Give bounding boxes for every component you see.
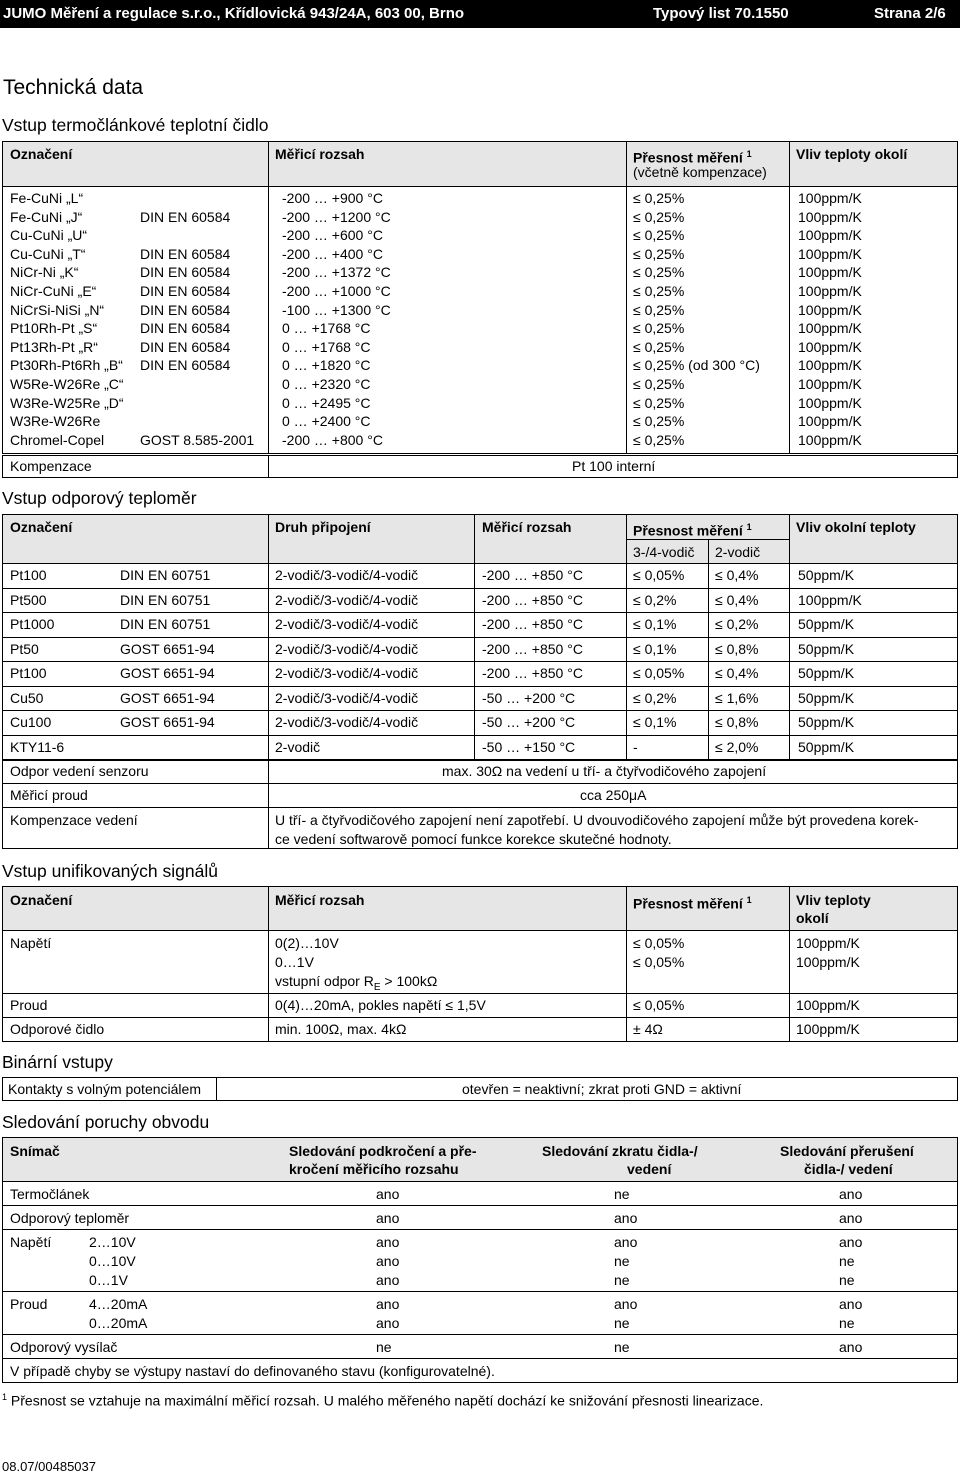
thermo-cell-amb: 100ppm/K (798, 283, 862, 299)
page-title: Technická data (3, 76, 144, 99)
unif-proud-label: Proud (10, 997, 48, 1013)
thermo-komp-box (2, 455, 958, 478)
monitor-cell-over: ano (376, 1234, 400, 1250)
monitor-h3b: vedení (627, 1161, 672, 1177)
thermo-cell-acc: ≤ 0,25% (633, 227, 685, 244)
rtd-cell-conn: 2-vodič/3-vodič/4-vodič (275, 714, 419, 730)
rtd-cell-conn: 2-vodič/3-vodič/4-vodič (275, 567, 419, 583)
rtd-cell-conn: 2-vodič (275, 738, 321, 755)
rtd-cell-acc2: ≤ 1,6% (715, 689, 759, 706)
rtd-cell-amb: 50ppm/K (798, 616, 855, 632)
rtd-proud-label: Měřicí proud (10, 787, 88, 803)
rtd-cell-range: -200 … +850 °C (482, 567, 583, 583)
unif-napeti-label: Napětí (10, 935, 52, 951)
monitor-cell-sensor: Napětí (10, 1234, 52, 1250)
thermo-cell-name: W3Re-W25Re „D“ (10, 394, 124, 411)
thermo-cell-name: W5Re-W26Re „C“ (10, 376, 124, 392)
rtd-h-range: Měřicí rozsah (482, 519, 572, 535)
monitor-cell-short: ne (614, 1339, 630, 1355)
thermo-cell-acc: ≤ 0,25% (od 300 °C) (633, 357, 760, 374)
rtd-cell-name: Pt1000 (10, 616, 55, 632)
thermo-cell-range: -200 … +900 °C (282, 190, 383, 206)
rtd-cell-amb: 50ppm/K (798, 714, 855, 730)
monitor-cell-range: 0…10V (89, 1253, 136, 1269)
rtd-cell-range: -200 … +850 °C (482, 665, 583, 681)
binary-label: Kontakty s volným potenciálem (8, 1081, 201, 1097)
thermo-cell-std: DIN EN 60584 (140, 301, 231, 318)
monitor-cell-break: ne (839, 1272, 855, 1288)
unif-h-name: Označení (10, 892, 73, 908)
unif-napeti-r3: vstupní odpor $R_E > 100k\Omega$ (275, 973, 438, 993)
thermo-cell-range: -200 … +1000 °C (282, 283, 391, 299)
thermo-h-amb: Vliv teploty okolí (796, 146, 908, 162)
thermo-cell-name: W3Re-W26Re (10, 413, 101, 430)
rtd-komp-label: Kompenzace vedení (10, 812, 138, 828)
unif-h-acc: Přesnost měření $^1$ (633, 895, 752, 912)
thermo-cell-range: 0 … +2495 °C (282, 394, 371, 411)
header-doc: Typový list 70.1550 (653, 5, 789, 22)
monitor-cell-over: ano (376, 1253, 400, 1269)
monitor-note: V případě chyby se výstupy nastaví do definovaného stavu (konfigurovatelné). (10, 1363, 495, 1379)
thermo-cell-std: DIN EN 60584 (140, 357, 231, 374)
monitor-cell-over: ano (376, 1272, 400, 1288)
thermo-cell-name: Cu-CuNi „U“ (10, 227, 87, 244)
monitor-cell-range: 0…20mA (89, 1315, 148, 1331)
monitor-h1: Snímač (10, 1143, 60, 1159)
thermo-cell-name: Fe-CuNi „J“ (10, 208, 83, 225)
rtd-cell-acc34: ≤ 0,2% (633, 689, 677, 706)
thermo-cell-amb: 100ppm/K (798, 431, 862, 448)
thermo-cell-amb: 100ppm/K (798, 264, 862, 281)
thermo-cell-acc: ≤ 0,25% (633, 245, 685, 262)
monitor-cell-range: 2…10V (89, 1234, 136, 1250)
monitor-h3a: Sledování zkratu čidla-/ (542, 1143, 698, 1159)
rtd-cell-name: Pt500 (10, 591, 47, 608)
unif-napeti-r1: 0(2)…10V (275, 935, 339, 951)
thermo-cell-range: -200 … +600 °C (282, 227, 383, 244)
rtd-cell-conn: 2-vodič/3-vodič/4-vodič (275, 591, 419, 608)
rtd-cell-std: DIN EN 60751 (120, 616, 211, 632)
monitor-h4b: čidla-/ vedení (804, 1161, 893, 1177)
monitor-cell-break: ano (839, 1210, 863, 1226)
thermo-cell-name: Pt10Rh-Pt „S“ (10, 320, 98, 337)
rtd-cell-range: -50 … +150 °C (482, 738, 576, 755)
rtd-cell-acc34: ≤ 0,2% (633, 591, 677, 608)
page-header (0, 0, 960, 28)
monitor-cell-break: ano (839, 1339, 863, 1355)
monitor-cell-range: 0…1V (89, 1272, 128, 1288)
unif-napeti-v2: 100ppm/K (796, 954, 860, 970)
rtd-cell-range: -50 … +200 °C (482, 689, 576, 706)
thermo-cell-amb: 100ppm/K (798, 376, 862, 392)
thermo-cell-acc: ≤ 0,25% (633, 338, 685, 355)
unif-odpor-range: min. 100Ω, max. 4kΩ (275, 1021, 407, 1037)
monitor-cell-short: ano (614, 1296, 638, 1312)
thermo-cell-std: DIN EN 60584 (140, 264, 231, 281)
unif-napeti-a2: ≤ 0,05% (633, 954, 685, 970)
rtd-proud-value: cca 250μA (580, 787, 647, 803)
doc-id: 08.07/00485037 (2, 1459, 96, 1474)
thermo-cell-range: -200 … +800 °C (282, 431, 383, 448)
monitor-cell-sensor: Proud (10, 1296, 48, 1312)
thermo-cell-name: Pt30Rh-Pt6Rh „B“ (10, 357, 123, 374)
rtd-h-amb: Vliv okolní teploty (796, 519, 916, 535)
thermo-cell-amb: 100ppm/K (798, 357, 862, 374)
rtd-cell-conn: 2-vodič/3-vodič/4-vodič (275, 616, 419, 632)
rtd-cell-std: GOST 6651-94 (120, 665, 215, 681)
rtd-cell-acc34: - (633, 738, 638, 755)
thermo-cell-range: 0 … +1768 °C (282, 338, 371, 355)
rtd-cell-range: -200 … +850 °C (482, 591, 583, 608)
rtd-cell-name: Cu50 (10, 689, 44, 706)
rtd-h-acc: Přesnost měření $^1$ (633, 522, 752, 539)
monitor-title: Sledování poruchy obvodu (2, 1112, 210, 1132)
rtd-cell-acc2: ≤ 0,8% (715, 714, 759, 730)
thermo-cell-amb: 100ppm/K (798, 320, 862, 337)
monitor-cell-over: ne (376, 1339, 392, 1355)
thermo-cell-acc: ≤ 0,25% (633, 264, 685, 281)
rtd-cell-acc2: ≤ 0,4% (715, 567, 759, 583)
rtd-cell-acc34: ≤ 0,05% (633, 567, 685, 583)
unif-napeti-v1: 100ppm/K (796, 935, 860, 951)
thermo-cell-std: DIN EN 60584 (140, 283, 231, 299)
rtd-cell-conn: 2-vodič/3-vodič/4-vodič (275, 689, 419, 706)
monitor-cell-over: ano (376, 1315, 400, 1331)
monitor-h2b: kročení měřicího rozsahu (289, 1161, 459, 1177)
thermo-cell-range: 0 … +2320 °C (282, 376, 371, 392)
thermo-cell-range: -200 … +400 °C (282, 245, 383, 262)
thermo-cell-acc: ≤ 0,25% (633, 376, 685, 392)
thermo-h-range: Měřicí rozsah (275, 146, 365, 162)
rtd-cell-acc34: ≤ 0,1% (633, 714, 677, 730)
thermo-cell-acc: ≤ 0,25% (633, 283, 685, 299)
thermo-komp-value: Pt 100 interní (572, 458, 656, 474)
monitor-cell-over: ano (376, 1186, 400, 1202)
rtd-cell-acc2: ≤ 0,2% (715, 616, 759, 632)
rtd-cell-std: DIN EN 60751 (120, 567, 211, 583)
thermo-cell-acc: ≤ 0,25% (633, 413, 685, 430)
rtd-h-name: Označení (10, 519, 73, 535)
monitor-cell-break: ano (839, 1186, 863, 1202)
rtd-cell-amb: 50ppm/K (798, 689, 855, 706)
rtd-cell-amb: 50ppm/K (798, 567, 855, 583)
thermo-h-name: Označení (10, 146, 73, 162)
header-page: Strana 2/6 (874, 5, 946, 22)
thermo-cell-name: Fe-CuNi „L“ (10, 190, 84, 206)
monitor-h4a: Sledování přerušení (780, 1143, 914, 1159)
rtd-cell-conn: 2-vodič/3-vodič/4-vodič (275, 640, 419, 657)
thermo-cell-range: -200 … +1372 °C (282, 264, 391, 281)
monitor-cell-over: ano (376, 1210, 400, 1226)
thermo-cell-std: DIN EN 60584 (140, 320, 231, 337)
thermo-cell-acc: ≤ 0,25% (633, 320, 685, 337)
thermo-h-acc: Přesnost měření $^1$ (633, 149, 752, 166)
unif-napeti-a1: ≤ 0,05% (633, 935, 685, 951)
rtd-cell-std: DIN EN 60751 (120, 591, 211, 608)
thermo-cell-range: -200 … +1200 °C (282, 208, 391, 225)
rtd-cell-std: GOST 6651-94 (120, 640, 215, 657)
thermo-cell-amb: 100ppm/K (798, 190, 862, 206)
thermo-komp-label: Kompenzace (10, 458, 92, 474)
thermo-cell-name: Chromel-Copel (10, 431, 105, 448)
rtd-cell-name: Pt50 (10, 640, 39, 657)
thermo-cell-acc: ≤ 0,25% (633, 301, 685, 318)
monitor-cell-range: 4…20mA (89, 1296, 148, 1312)
thermo-cell-amb: 100ppm/K (798, 227, 862, 244)
monitor-cell-break: ne (839, 1253, 855, 1269)
monitor-cell-sensor: Odporový teploměr (10, 1210, 130, 1226)
thermo-cell-range: -100 … +1300 °C (282, 301, 391, 318)
thermo-h-acc2: (včetně kompenzace) (633, 164, 767, 180)
rtd-cell-name: Pt100 (10, 567, 47, 583)
rtd-cell-name: KTY11-6 (10, 738, 65, 755)
thermo-cell-amb: 100ppm/K (798, 208, 862, 225)
thermo-cell-acc: ≤ 0,25% (633, 431, 685, 448)
thermo-cell-std: DIN EN 60584 (140, 338, 231, 355)
rtd-title: Vstup odporový teploměr (2, 488, 197, 508)
thermo-cell-amb: 100ppm/K (798, 301, 862, 318)
rtd-cell-name: Cu100 (10, 714, 52, 730)
thermo-cell-name: Pt13Rh-Pt „R“ (10, 338, 98, 355)
monitor-cell-sensor: Odporový vysílač (10, 1339, 118, 1355)
monitor-cell-short: ano (614, 1210, 638, 1226)
unif-h-amb1: Vliv teploty (796, 892, 871, 908)
thermo-cell-amb: 100ppm/K (798, 413, 862, 430)
unif-title: Vstup unifikovaných signálů (2, 861, 218, 881)
thermo-cell-std: DIN EN 60584 (140, 208, 231, 225)
thermo-cell-range: 0 … +1820 °C (282, 357, 371, 374)
monitor-cell-short: ne (614, 1272, 630, 1288)
thermo-cell-range: 0 … +1768 °C (282, 320, 371, 337)
rtd-cell-acc34: ≤ 0,05% (633, 665, 685, 681)
monitor-h2a: Sledování podkročení a pře- (289, 1143, 477, 1159)
rtd-cell-conn: 2-vodič/3-vodič/4-vodič (275, 665, 419, 681)
thermo-cell-std: DIN EN 60584 (140, 245, 231, 262)
binary-value: otevřen = neaktivní; zkrat proti GND = aktivní (462, 1081, 742, 1097)
monitor-cell-break: ano (839, 1296, 863, 1312)
rtd-komp-value2: ce vedení softwarově pomocí funkce korekce skutečné hodnoty. (275, 831, 672, 847)
monitor-cell-short: ne (614, 1186, 630, 1202)
rtd-cell-amb: 100ppm/K (798, 591, 862, 608)
rtd-h-conn: Druh připojení (275, 519, 371, 535)
binary-title: Binární vstupy (2, 1052, 113, 1072)
thermo-cell-name: Cu-CuNi „T“ (10, 245, 86, 262)
rtd-cell-acc2: ≤ 0,4% (715, 665, 759, 681)
rtd-cell-name: Pt100 (10, 665, 47, 681)
monitor-cell-break: ne (839, 1315, 855, 1331)
monitor-cell-over: ano (376, 1296, 400, 1312)
rtd-komp-value1: U tří- a čtyřvodičového zapojení není zapotřebí. U dvouvodičového zapojení může být provedena korek- (275, 812, 919, 828)
thermo-cell-std: GOST 8.585-2001 (140, 431, 255, 448)
rtd-cell-amb: 50ppm/K (798, 665, 855, 681)
monitor-cell-break: ano (839, 1234, 863, 1250)
thermo-cell-acc: ≤ 0,25% (633, 190, 685, 206)
unif-odpor-label: Odporové čidlo (10, 1021, 105, 1037)
thermo-cell-amb: 100ppm/K (798, 338, 862, 355)
rtd-cell-range: -50 … +200 °C (482, 714, 576, 730)
rtd-sub-2: 2-vodič (715, 544, 761, 560)
rtd-odpor-value: max. 30Ω na vedení u tří- a čtyřvodičového zapojení (442, 763, 767, 779)
unif-proud-amb: 100ppm/K (796, 997, 860, 1013)
monitor-cell-short: ne (614, 1315, 630, 1331)
thermo-cell-range: 0 … +2400 °C (282, 413, 371, 430)
rtd-cell-acc2: ≤ 2,0% (715, 738, 759, 755)
rtd-cell-range: -200 … +850 °C (482, 616, 583, 632)
unif-odpor-amb: 100ppm/K (796, 1021, 860, 1037)
rtd-odpor-label: Odpor vedení senzoru (10, 763, 149, 779)
unif-napeti-r2: 0…1V (275, 954, 314, 970)
thermo-cell-amb: 100ppm/K (798, 245, 862, 262)
header-company: JUMO Měření a regulace s.r.o., Křídlovická 943/24A, 603 00, Brno (3, 5, 465, 22)
footnote: $^1$ Přesnost se vztahuje na maximální měřicí rozsah. U malého měřeného napětí dochází ke snižování přesnosti linearizace. (2, 1392, 764, 1409)
rtd-cell-std: GOST 6651-94 (120, 714, 215, 730)
rtd-cell-acc34: ≤ 0,1% (633, 616, 677, 632)
rtd-cell-acc2: ≤ 0,8% (715, 640, 759, 657)
rtd-cell-acc2: ≤ 0,4% (715, 591, 759, 608)
rtd-cell-acc34: ≤ 0,1% (633, 640, 677, 657)
thermo-cell-name: NiCrSi-NiSi „N“ (10, 301, 105, 318)
unif-proud-acc: ≤ 0,05% (633, 997, 685, 1013)
rtd-sub-34: 3-/4-vodič (633, 544, 695, 560)
rtd-cell-amb: 50ppm/K (798, 640, 855, 657)
thermo-cell-name: NiCr-CuNi „E“ (10, 283, 97, 299)
unif-h-range: Měřicí rozsah (275, 892, 365, 908)
monitor-cell-sensor: Termočlánek (10, 1186, 90, 1202)
rtd-cell-amb: 50ppm/K (798, 738, 855, 755)
monitor-cell-short: ano (614, 1234, 638, 1250)
unif-h-amb2: okolí (796, 910, 829, 926)
unif-odpor-acc: ± 4Ω (633, 1021, 663, 1037)
thermo-cell-acc: ≤ 0,25% (633, 208, 685, 225)
unif-proud-range: 0(4)…20mA, pokles napětí ≤ 1,5V (275, 997, 486, 1013)
thermo-title: Vstup termočlánkové teplotní čidlo (2, 115, 269, 135)
thermo-cell-amb: 100ppm/K (798, 394, 862, 411)
monitor-cell-short: ne (614, 1253, 630, 1269)
thermo-cell-acc: ≤ 0,25% (633, 394, 685, 411)
rtd-cell-std: GOST 6651-94 (120, 689, 215, 706)
thermo-cell-name: NiCr-Ni „K“ (10, 264, 79, 281)
rtd-cell-range: -200 … +850 °C (482, 640, 583, 657)
